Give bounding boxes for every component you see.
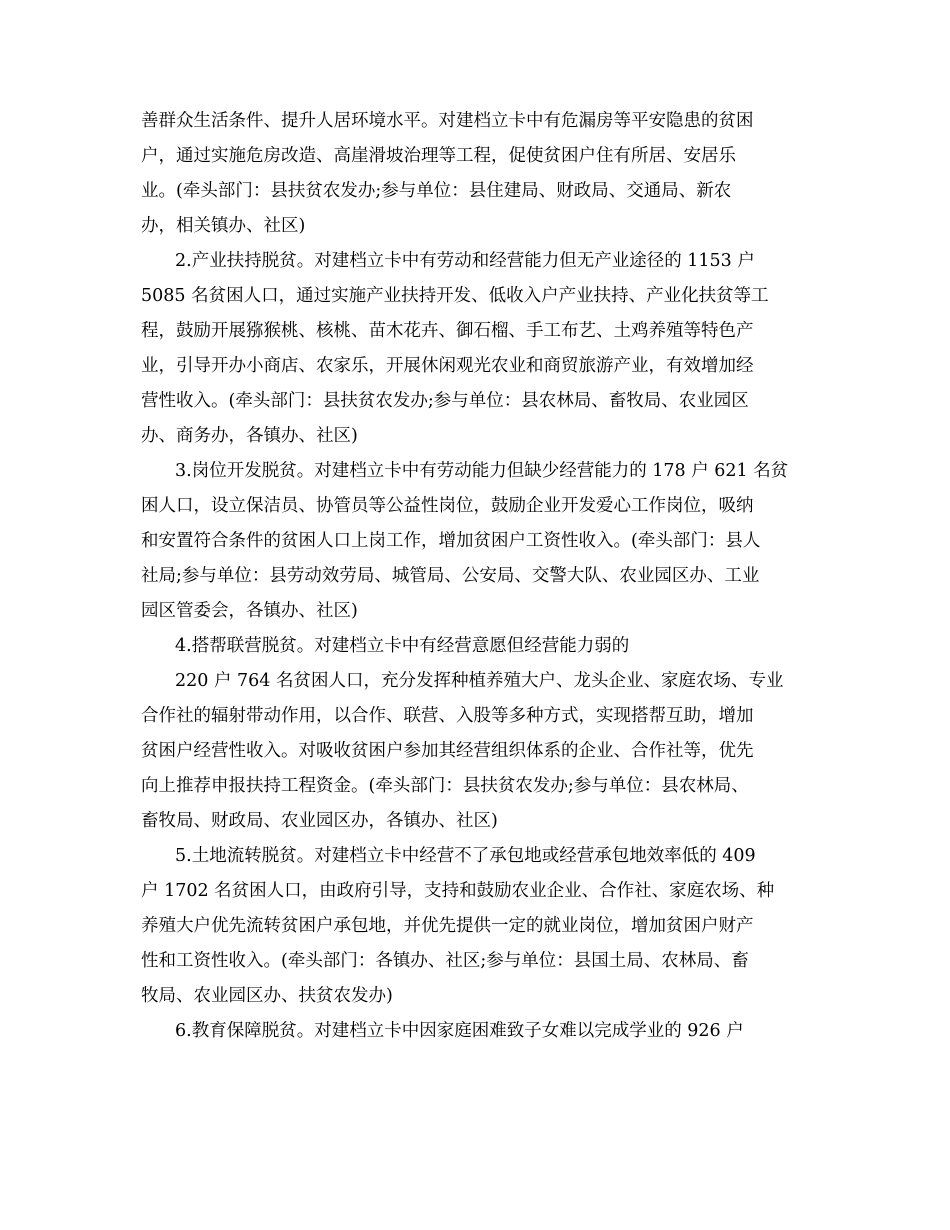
text-line: 社局;参与单位：县劳动效劳局、城管局、公安局、交警大队、农业园区办、工业 — [141, 566, 760, 586]
paragraph-start-line: 4.搭帮联营脱贫。对建档立卡中有经营意愿但经营能力弱的 — [175, 636, 630, 656]
paragraph-start-line: 5.土地流转脱贫。对建档立卡中经营不了承包地或经营承包地效率低的 409 — [175, 846, 756, 866]
text-line: 合作社的辐射带动作用，以合作、联营、入股等多种方式，实现搭帮互助，增加 — [141, 706, 754, 726]
text-line: 养殖大户优先流转贫困户承包地，并优先提供一定的就业岗位，增加贫困户财产 — [141, 916, 754, 936]
text-line: 营性收入。(牵头部门：县扶贫农发办;参与单位：县农林局、畜牧局、农业园区 — [141, 391, 749, 411]
text-line: 户，通过实施危房改造、高崖滑坡治理等工程，促使贫困户住有所居、安居乐 — [141, 146, 736, 166]
text-line: 办、商务办，各镇办、社区) — [141, 426, 358, 446]
text-line: 业，引导开办小商店、农家乐，开展休闲观光农业和商贸旅游产业，有效增加经 — [141, 356, 754, 376]
text-line: 牧局、农业园区办、扶贫农发办) — [141, 986, 393, 1006]
paragraph-start-line: 3.岗位开发脱贫。对建档立卡中有劳动能力但缺少经营能力的 178 户 621 名贫 — [175, 461, 789, 481]
text-line: 程，鼓励开展猕猴桃、核桃、苗木花卉、御石榴、手工布艺、土鸡养殖等特色产 — [141, 321, 754, 341]
text-line: 办，相关镇办、社区) — [141, 216, 306, 236]
text-line: 业。(牵头部门：县扶贫农发办;参与单位：县住建局、财政局、交通局、新农 — [141, 181, 732, 201]
text-line: 户 1702 名贫困人口，由政府引导，支持和鼓励农业企业、合作社、家庭农场、种 — [141, 881, 775, 901]
text-line: 贫困户经营性收入。对吸收贫困户参加其经营组织体系的企业、合作社等，优先 — [141, 741, 754, 761]
text-line: 善群众生活条件、提升人居环境水平。对建档立卡中有危漏房等平安隐患的贫困 — [141, 111, 754, 131]
text-line: 园区管委会，各镇办、社区) — [141, 601, 358, 621]
text-line: 向上推荐申报扶持工程资金。(牵头部门：县扶贫农发办;参与单位：县农林局、 — [141, 776, 749, 796]
paragraph-start-line: 2.产业扶持脱贫。对建档立卡中有劳动和经营能力但无产业途径的 1153 户 — [175, 251, 755, 271]
text-line: 5085 名贫困人口，通过实施产业扶持开发、低收入户产业扶持、产业化扶贫等工 — [141, 286, 769, 306]
text-line: 畜牧局、财政局、农业园区办，各镇办、社区) — [141, 811, 498, 831]
text-line: 220 户 764 名贫困人口，充分发挥种植养殖大户、龙头企业、家庭农场、专业 — [175, 671, 784, 691]
text-line: 性和工资性收入。(牵头部门：各镇办、社区;参与单位：县国土局、农林局、畜 — [141, 951, 749, 971]
text-line: 困人口，设立保洁员、协管员等公益性岗位，鼓励企业开发爱心工作岗位，吸纳 — [141, 496, 754, 516]
text-line: 和安置符合条件的贫困人口上岗工作，增加贫困户工资性收入。(牵头部门：县人 — [141, 531, 761, 551]
paragraph-start-line: 6.教育保障脱贫。对建档立卡中因家庭困难致子女难以完成学业的 926 户 — [175, 1021, 744, 1041]
